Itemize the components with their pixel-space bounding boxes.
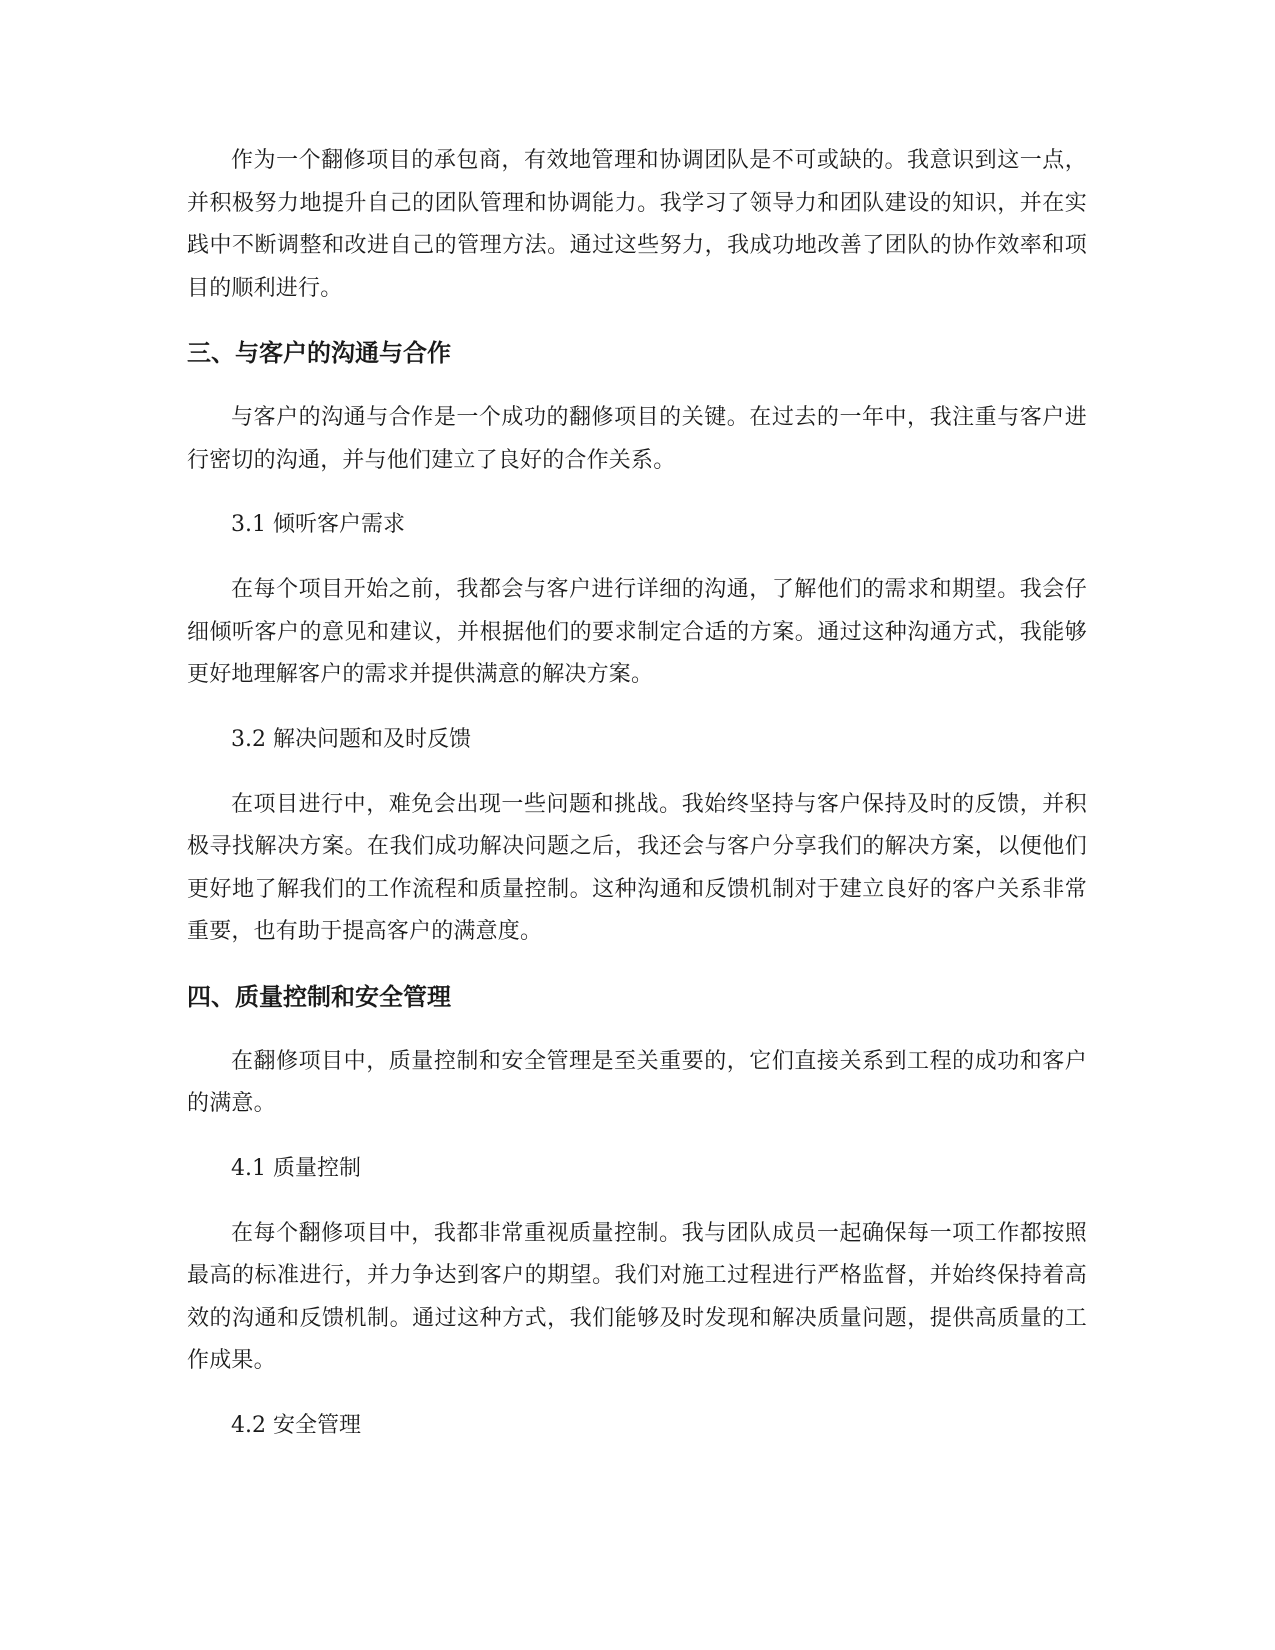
spacer	[187, 954, 1087, 977]
section-3-intro: 与客户的沟通与合作是一个成功的翻修项目的关键。在过去的一年中，我注重与客户进行密切的沟通，并与他们建立了良好的合作关系。	[187, 405, 1087, 473]
section-3-heading: 三、与客户的沟通与合作	[187, 339, 451, 367]
section-4-intro: 在翻修项目中，质量控制和安全管理是至关重要的，它们直接关系到工程的成功和客户的满意。	[187, 1048, 1087, 1116]
subsection-3-1-heading: 3.1 倾听客户需求	[231, 512, 405, 537]
spacer	[187, 760, 1087, 784]
spacer	[187, 1383, 1087, 1406]
spacer	[187, 373, 1087, 397]
spacer	[187, 310, 1087, 333]
spacer	[187, 1017, 1087, 1041]
document-body	[187, 140, 1087, 1446]
subsection-4-1-heading: 4.1 质量控制	[231, 1155, 361, 1181]
subsection-4-2-heading: 4.2 安全管理	[231, 1412, 361, 1438]
spacer	[187, 482, 1087, 505]
spacer	[187, 1189, 1087, 1213]
subsection-3-1-text: 在每个项目开始之前，我都会与客户进行详细的沟通，了解他们的需求和期望。我会仔细倾听客户的意见和建议，并根据他们的要求制定合适的方案。通过这种沟通方式，我能够更好地理解客户的需求并提供满意的解决方案。	[187, 577, 1087, 687]
paragraph-team-management: 作为一个翻修项目的承包商，有效地管理和协调团队是不可或缺的。我意识到这一点，并积极努力地提升自己的团队管理和协调能力。我学习了领导力和团队建设的知识，并在实践中不断调整和改进自己的管理方法。通过这些努力，我成功地改善了团队的协作效率和项目的顺利进行。	[187, 148, 1087, 301]
spacer	[187, 1126, 1087, 1149]
spacer	[187, 545, 1087, 569]
subsection-3-2-text: 在项目进行中，难免会出现一些问题和挑战。我始终坚持与客户保持及时的反馈，并积极寻找解决方案。在我们成功解决问题之后，我还会与客户分享我们的解决方案，以便他们更好地了解我们的工作流程和质量控制。这种沟通和反馈机制对于建立良好的客户关系非常重要，也有助于提高客户的满意度。	[187, 791, 1087, 944]
section-4-heading: 四、质量控制和安全管理	[187, 982, 451, 1011]
subsection-4-1-text: 在每个翻修项目中，我都非常重视质量控制。我与团队成员一起确保每一项工作都按照最高的标准进行，并力争达到客户的期望。我们对施工过程进行严格监督，并始终保持着高效的沟通和反馈机制。通过这种方式，我们能够及时发现和解决质量问题，提供高质量的工作成果。	[187, 1220, 1087, 1373]
subsection-3-2-heading: 3.2 解决问题和及时反馈	[231, 726, 471, 752]
spacer	[187, 697, 1087, 720]
